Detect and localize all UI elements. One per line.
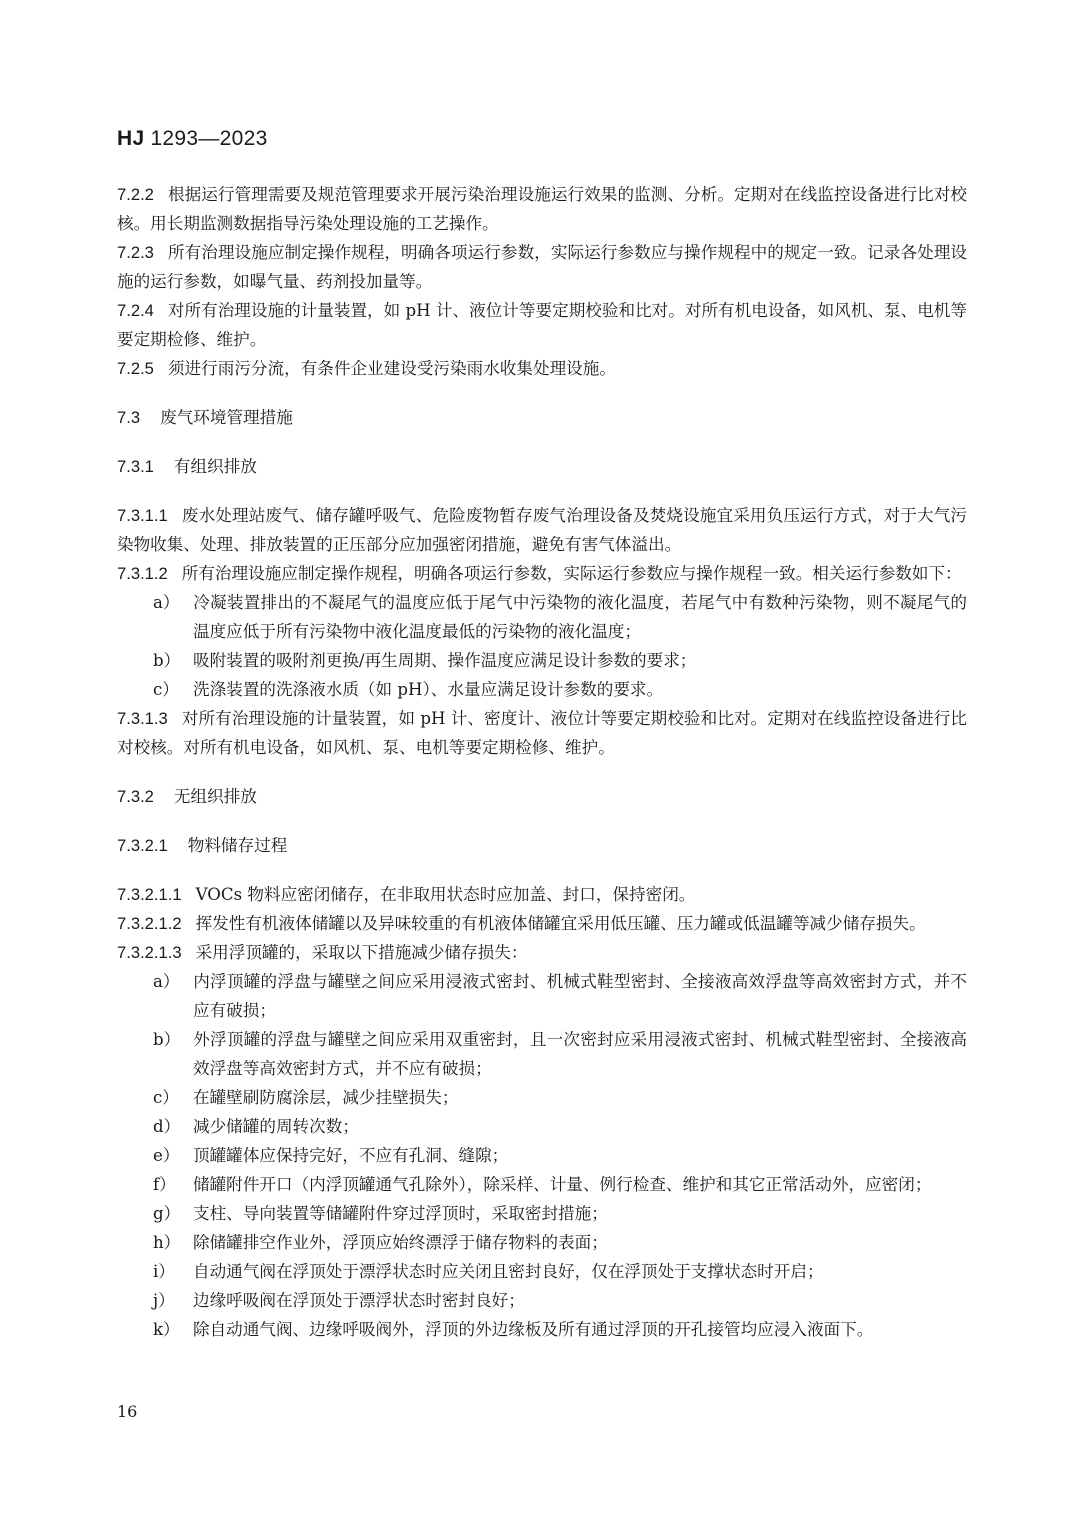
clause-7-3-1-2: 7.3.1.2 所有治理设施应制定操作规程，明确各项运行参数，实际运行参数应与操作规程一致。相关运行参数如下： — [117, 564, 962, 583]
list-item: k） 除自动通气阀、边缘呼吸阀外，浮顶的外边缘板及所有通过浮顶的开孔接管均应浸入液面下。 — [153, 1320, 874, 1339]
standard-number — [117, 127, 268, 151]
standard-prefix: HJ — [117, 127, 145, 150]
clause-7-3-2-1-1: 7.3.2.1.1 VOCs 物料应密闭储存，在非取用状态时应加盖、封口，保持密闭。 — [117, 885, 696, 904]
clause-7-2-3: 7.2.3 所有治理设施应制定操作规程，明确各项运行参数，实际运行参数应与操作规程中的规定一致。记录各处理设施的运行参数，如曝气量、药剂投加量等。 — [117, 243, 967, 291]
document-body — [117, 180, 967, 1344]
page-number: 16 — [117, 1402, 138, 1421]
clause-7-3-2-1-2: 7.3.2.1.2 挥发性有机液体储罐以及异味较重的有机液体储罐宜采用低压罐、压力罐或低温罐等减少储存损失。 — [117, 914, 926, 933]
standard-code: 1293—2023 — [150, 127, 268, 150]
list-item: j） 边缘呼吸阀在浮顶处于漂浮状态时密封良好； — [153, 1291, 525, 1310]
section-heading-7-3-2-1: 7.3.2.1 物料储存过程 — [117, 836, 288, 855]
list-item: c） 洗涤装置的洗涤液水质（如 pH）、水量应满足设计参数的要求。 — [153, 680, 664, 699]
section-heading-7-3-1: 7.3.1 有组织排放 — [117, 457, 257, 476]
list-item: b） 外浮顶罐的浮盘与罐壁之间应采用双重密封，且一次密封应采用浸液式密封、机械式鞋型密封、全接液高效浮盘等高效密封方式，并不应有破损； — [153, 1030, 967, 1078]
list-item: h） 除储罐排空作业外，浮顶应始终漂浮于储存物料的表面； — [153, 1233, 608, 1252]
list-item: i） 自动通气阀在浮顶处于漂浮状态时应关闭且密封良好，仅在浮顶处于支撑状态时开启； — [153, 1262, 824, 1281]
clause-7-3-1-3: 7.3.1.3 对所有治理设施的计量装置，如 pH 计、密度计、液位计等要定期校验和比对。定期对在线监控设备进行比对校核。对所有机电设备，如风机、泵、电机等要定期检修、维护。 — [117, 709, 967, 757]
list-item: f） 储罐附件开口（内浮顶罐通气孔除外），除采样、计量、例行检查、维护和其它正常活动外，应密闭； — [153, 1175, 932, 1194]
clause-7-2-2: 7.2.2 根据运行管理需要及规范管理要求开展污染治理设施运行效果的监测、分析。定期对在线监控设备进行比对校核。用长期监测数据指导污染处理设施的工艺操作。 — [117, 185, 967, 233]
clause-7-2-4: 7.2.4 对所有治理设施的计量装置，如 pH 计、液位计等要定期校验和比对。对所有机电设备，如风机、泵、电机等要定期检修、维护。 — [117, 301, 967, 349]
list-item: a） 冷凝装置排出的不凝尾气的温度应低于尾气中污染物的液化温度，若尾气中有数种污染物，则不凝尾气的温度应低于所有污染物中液化温度最低的污染物的液化温度； — [153, 593, 967, 641]
clause-7-3-1-1: 7.3.1.1 废水处理站废气、储存罐呼吸气、危险废物暂存废气治理设备及焚烧设施宜采用负压运行方式，对于大气污染物收集、处理、排放装置的正压部分应加强密闭措施，避免有害气体溢出。 — [117, 506, 967, 554]
list-item: b） 吸附装置的吸附剂更换/再生周期、操作温度应满足设计参数的要求； — [153, 651, 697, 670]
list-item: e） 顶罐罐体应保持完好，不应有孔洞、缝隙； — [153, 1146, 509, 1165]
list-item: c） 在罐壁刷防腐涂层，减少挂壁损失； — [153, 1088, 459, 1107]
list-item: d） 减少储罐的周转次数； — [153, 1117, 359, 1136]
list-item: a） 内浮顶罐的浮盘与罐壁之间应采用浸液式密封、机械式鞋型密封、全接液高效浮盘等高效密封方式，并不应有破损； — [153, 972, 967, 1020]
clause-7-2-5: 7.2.5 须进行雨污分流，有条件企业建设受污染雨水收集处理设施。 — [117, 359, 616, 378]
list-item: g） 支柱、导向装置等储罐附件穿过浮顶时，采取密封措施； — [153, 1204, 608, 1223]
section-heading-7-3: 7.3 废气环境管理措施 — [117, 408, 293, 427]
section-heading-7-3-2: 7.3.2 无组织排放 — [117, 787, 257, 806]
clause-7-3-2-1-3: 7.3.2.1.3 采用浮顶罐的，采取以下措施减少储存损失： — [117, 943, 528, 962]
